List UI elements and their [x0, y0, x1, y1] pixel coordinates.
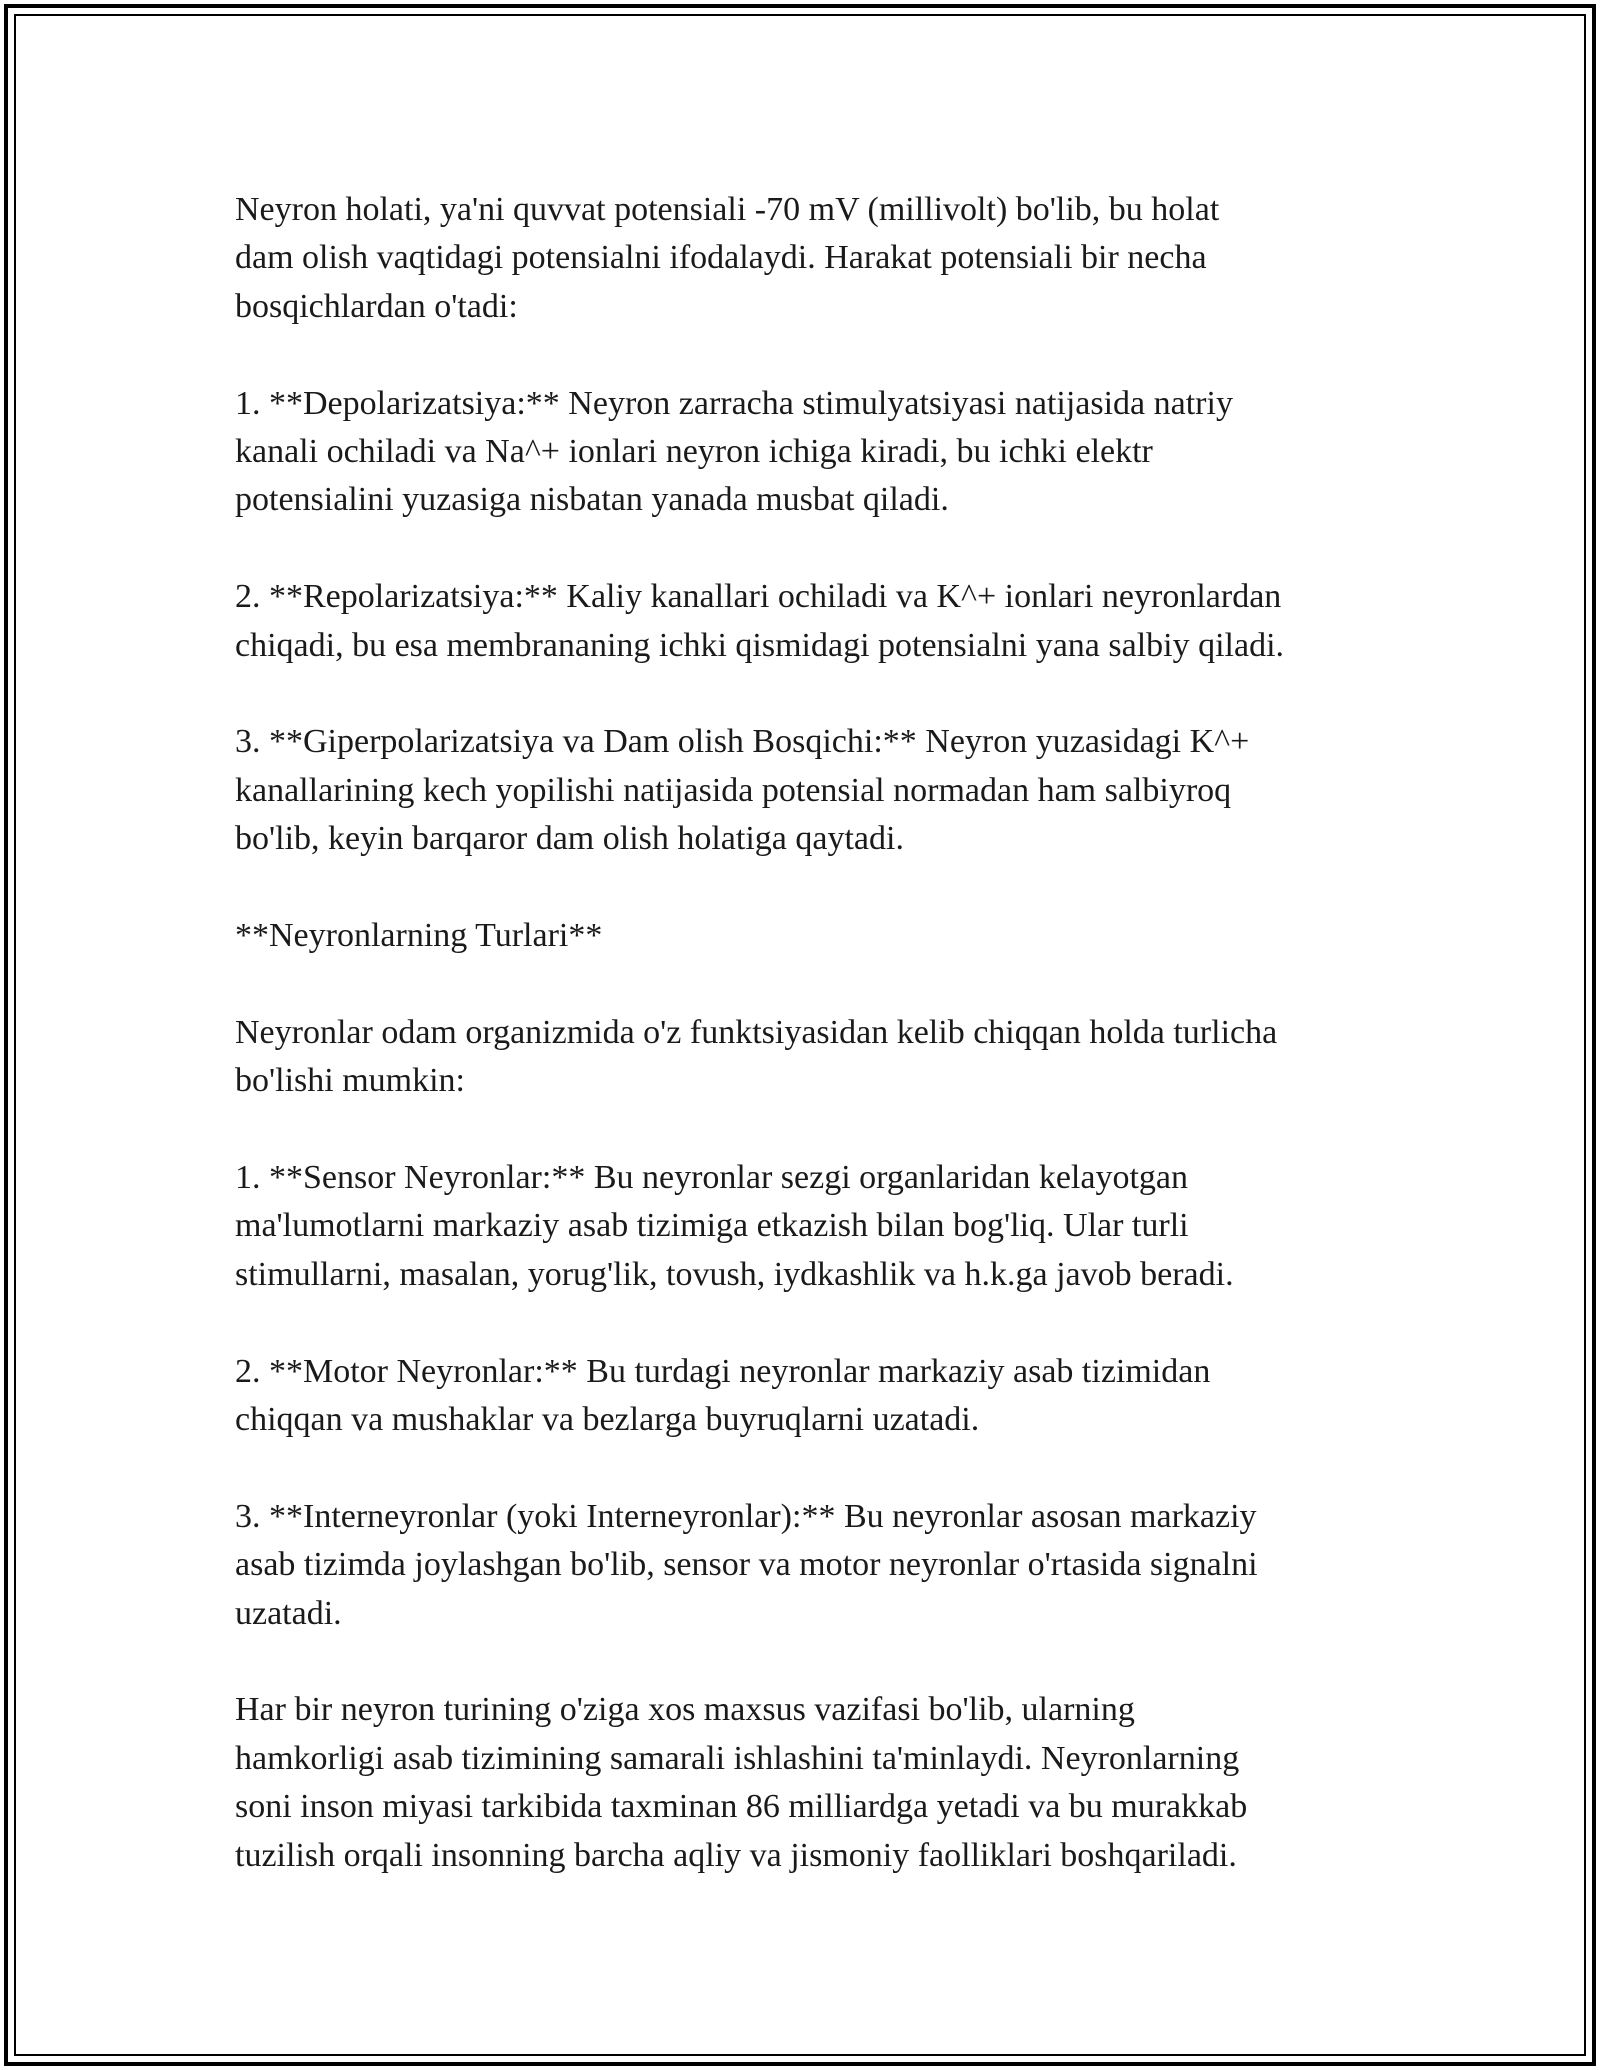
text-line: 2. **Repolarizatsiya:** Kaliy kanallari ochiladi va K^+ ionlari neyronlardan	[235, 578, 1282, 616]
text-line: **Neyronlarning Turlari**	[235, 917, 603, 955]
document-body	[235, 186, 1375, 1928]
text-line: ma'lumotlarni markaziy asab tizimiga etkazish bilan bog'liq. Ular turli	[235, 1207, 1189, 1245]
text-line: soni inson miyasi tarkibida taxminan 86 milliardga yetadi va bu murakkab	[235, 1788, 1248, 1826]
text-line: 3. **Interneyronlar (yoki Interneyronlar):** Bu neyronlar asosan markaziy	[235, 1497, 1257, 1535]
paragraph-hyperpolarization	[235, 718, 1375, 863]
paragraph-sensor-neurons	[235, 1154, 1375, 1299]
paragraph-depolarization	[235, 380, 1375, 525]
text-line: Neyronlar odam organizmida o'z funktsiyasidan kelib chiqqan holda turlicha	[235, 1013, 1278, 1051]
text-line: kanallarining kech yopilishi natijasida potensial normadan ham salbiyroq	[235, 771, 1232, 809]
text-line: bosqichlardan o'tadi:	[235, 287, 518, 325]
text-line: chiqadi, bu esa membrananing ichki qismidagi potensialni yana salbiy qiladi.	[235, 626, 1285, 664]
paragraph-conclusion	[235, 1686, 1375, 1880]
paragraph-resting-potential	[235, 186, 1375, 331]
text-line: stimullarni, masalan, yorug'lik, tovush, iydkashlik va h.k.ga javob beradi.	[235, 1255, 1234, 1293]
section-heading-neuron-types	[235, 912, 1375, 960]
paragraph-repolarization	[235, 573, 1375, 670]
text-line: 2. **Motor Neyronlar:** Bu turdagi neyronlar markaziy asab tizimidan	[235, 1352, 1211, 1390]
text-line: bo'lib, keyin barqaror dam olish holatiga qaytadi.	[235, 820, 904, 858]
paragraph-types-intro	[235, 1009, 1375, 1106]
paragraph-motor-neurons	[235, 1348, 1375, 1445]
text-line: Neyron holati, ya'ni quvvat potensiali -70 mV (millivolt) bo'lib, bu holat	[235, 191, 1220, 228]
text-line: 3. **Giperpolarizatsiya va Dam olish Bosqichi:** Neyron yuzasidagi K^+	[235, 723, 1250, 761]
text-line: potensialini yuzasiga nisbatan yanada musbat qiladi.	[235, 481, 949, 519]
text-line: kanali ochiladi va Na^+ ionlari neyron ichiga kiradi, bu ichki elektr	[235, 433, 1153, 471]
text-line: uzatadi.	[235, 1594, 342, 1632]
text-line: tuzilish orqali insonning barcha aqliy va jismoniy faolliklari boshqariladi.	[235, 1836, 1237, 1874]
text-line: 1. **Depolarizatsiya:** Neyron zarracha stimulyatsiyasi natijasida natriy	[235, 384, 1233, 422]
text-line: 1. **Sensor Neyronlar:** Bu neyronlar sezgi organlaridan kelayotgan	[235, 1159, 1188, 1197]
text-line: hamkorligi asab tizimining samarali ishlashini ta'minlaydi. Neyronlarning	[235, 1739, 1240, 1777]
text-line: asab tizimda joylashgan bo'lib, sensor va motor neyronlar o'rtasida signalni	[235, 1546, 1258, 1584]
text-line: chiqqan va mushaklar va bezlarga buyruqlarni uzatadi.	[235, 1401, 980, 1439]
text-line: Har bir neyron turining o'ziga xos maxsus vazifasi bo'lib, ularning	[235, 1691, 1135, 1729]
paragraph-interneurons	[235, 1493, 1375, 1638]
text-line: bo'lishi mumkin:	[235, 1062, 465, 1100]
text-line: dam olish vaqtidagi potensialni ifodalaydi. Harakat potensiali bir necha	[235, 239, 1207, 277]
